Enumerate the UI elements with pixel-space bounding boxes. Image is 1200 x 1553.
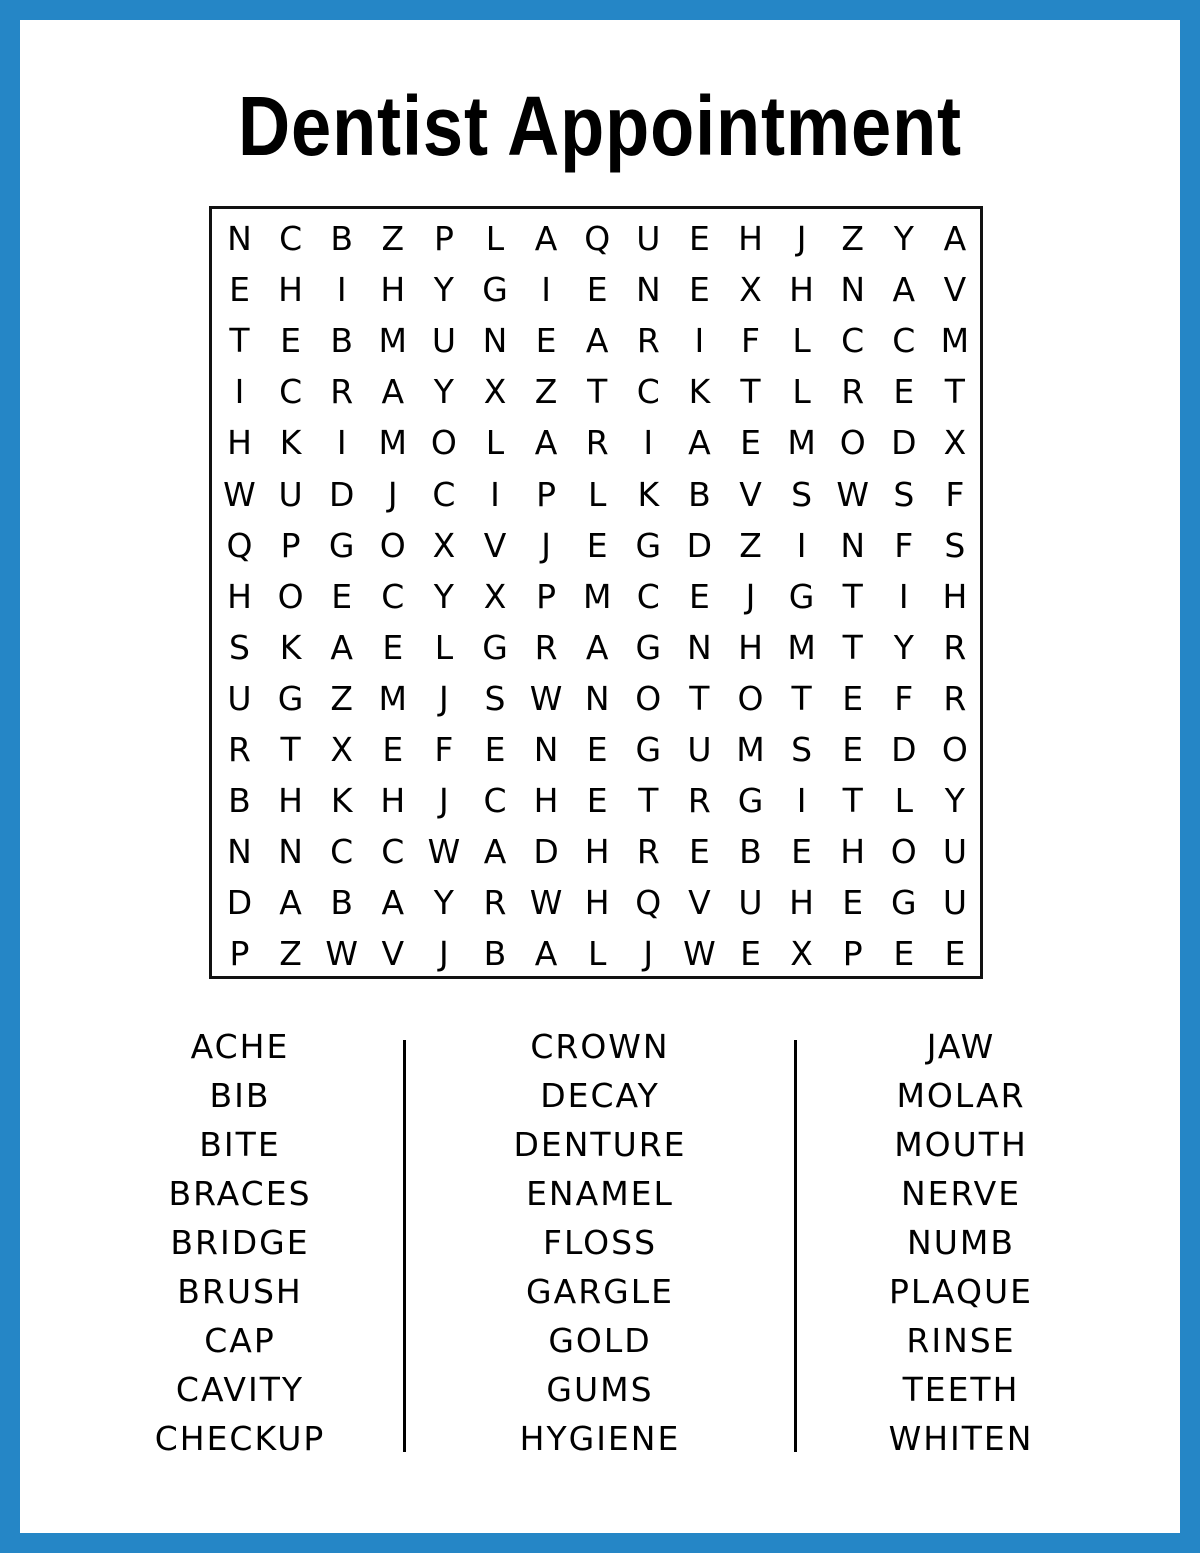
grid-letter[interactable]: U [942,883,967,923]
grid-letter[interactable]: T [944,372,965,412]
word-list-item: RINSE [906,1321,1016,1360]
grid-letter[interactable]: E [688,832,710,872]
grid-letter[interactable]: T [280,730,301,769]
grid-letter[interactable]: I [336,423,347,463]
grid-letter[interactable]: A [585,321,609,361]
grid-letter[interactable]: P [229,934,250,974]
word-list-item: ENAMEL [526,1174,674,1213]
grid-letter[interactable]: V [688,883,711,923]
grid-letter[interactable]: T [229,321,250,361]
grid-letter[interactable]: E [586,730,608,769]
grid-letter[interactable]: B [228,781,251,821]
grid-letter[interactable]: J [439,781,449,821]
page-title: Dentist Appointment [238,79,962,173]
grid-letter[interactable]: E [586,270,608,310]
grid-letter[interactable]: F [945,474,965,514]
grid-letter[interactable]: L [792,321,811,361]
grid-letter[interactable]: E [740,934,761,974]
grid-letter[interactable]: I [796,525,807,565]
grid-letter[interactable]: H [738,219,763,258]
grid-letter[interactable]: M [736,730,765,769]
word-list-item: MOUTH [894,1125,1028,1164]
grid-letter[interactable]: T [842,576,863,616]
grid-letter[interactable]: T [689,678,710,718]
grid-letter[interactable]: X [739,270,762,310]
word-list-item: CROWN [530,1027,670,1066]
grid-letter[interactable]: J [796,219,807,258]
grid-letter[interactable]: O [430,423,457,463]
grid-letter[interactable]: Q [226,525,253,565]
grid-letter[interactable]: G [737,781,764,821]
grid-letter[interactable]: B [739,832,762,872]
grid-letter[interactable]: H [840,832,866,872]
grid-letter[interactable]: Q [584,219,611,258]
grid-letter[interactable]: N [840,525,866,565]
grid-letter[interactable]: M [378,678,408,718]
grid-letter[interactable]: L [792,372,811,412]
grid-letter[interactable]: J [745,576,756,616]
grid-letter[interactable]: M [378,321,408,361]
grid-letter[interactable]: S [791,474,813,514]
grid-letter[interactable]: I [643,423,654,463]
word-list-item: BITE [199,1125,281,1164]
grid-letter[interactable]: N [482,321,508,361]
grid-letter[interactable]: Y [893,219,914,258]
grid-letter[interactable]: W [223,474,256,514]
grid-letter[interactable]: R [687,781,711,821]
grid-letter[interactable]: D [328,474,355,514]
grid-letter[interactable]: H [584,883,610,923]
grid-letter[interactable]: K [279,627,302,667]
column-divider [403,1040,406,1452]
grid-letter[interactable]: E [842,678,864,718]
grid-letter[interactable]: G [328,525,355,565]
grid-letter[interactable]: H [278,781,303,821]
grid-letter[interactable]: N [635,270,661,310]
grid-letter[interactable]: L [485,219,505,258]
grid-letter[interactable]: E [586,525,608,565]
grid-letter[interactable]: E [893,372,915,412]
word-list-item: MOLAR [896,1076,1026,1115]
word-list-item: CAP [204,1321,276,1360]
word-list-item: FLOSS [542,1223,658,1262]
grid-letter[interactable]: P [280,525,301,565]
grid-letter[interactable]: E [484,730,506,769]
word-list-item: CAVITY [175,1370,305,1409]
grid-letter[interactable]: D [226,883,253,923]
grid-letter[interactable]: E [740,423,761,463]
grid-letter[interactable]: H [227,576,252,616]
grid-letter[interactable]: E [535,321,557,361]
grid-letter[interactable]: C [636,576,660,616]
word-list-item: GARGLE [526,1272,674,1311]
grid-letter[interactable]: Z [330,678,353,718]
grid-letter[interactable]: U [942,832,967,872]
grid-letter[interactable]: F [894,525,914,565]
grid-letter[interactable]: N [584,678,610,718]
grid-letter[interactable]: M [378,423,408,463]
grid-letter[interactable]: R [330,372,354,412]
grid-letter[interactable]: M [787,423,816,463]
column-divider [794,1040,797,1452]
grid-letter[interactable]: R [943,678,967,718]
grid-letter[interactable]: Y [893,627,914,667]
grid-letter[interactable]: A [892,270,916,310]
grid-letter[interactable]: A [534,934,558,974]
grid-letter[interactable]: B [330,219,353,258]
grid-letter[interactable]: C [279,219,303,258]
grid-letter[interactable]: Z [381,219,405,258]
grid-letter[interactable]: U [431,321,456,361]
grid-letter[interactable]: N [840,270,866,310]
grid-letter[interactable]: L [485,423,505,463]
grid-letter[interactable]: G [635,627,662,667]
grid-letter[interactable]: A [585,627,609,667]
word-list-item: BRACES [168,1174,312,1213]
grid-letter[interactable]: X [432,525,456,565]
grid-letter[interactable]: R [943,627,967,667]
grid-letter[interactable]: I [234,372,245,412]
word-list-item: GUMS [546,1370,654,1409]
grid-letter[interactable]: V [483,525,507,565]
grid-letter[interactable]: I [336,270,347,310]
grid-letter[interactable]: G [277,678,304,718]
grid-letter[interactable]: E [688,270,710,310]
grid-letter[interactable]: T [842,627,863,667]
grid-letter[interactable]: G [482,627,508,667]
word-list-item: NERVE [900,1174,1022,1213]
grid-letter[interactable]: F [741,321,760,361]
grid-letter[interactable]: E [688,219,710,258]
grid-letter[interactable]: R [841,372,865,412]
grid-letter[interactable]: I [490,474,500,514]
grid-letter[interactable]: B [688,474,711,514]
grid-letter[interactable]: J [439,678,449,718]
grid-letter[interactable]: H [380,270,406,310]
grid-letter[interactable]: R [483,883,507,923]
grid-letter[interactable]: I [796,781,807,821]
grid-letter[interactable]: J [439,934,449,974]
grid-letter[interactable]: A [534,219,558,258]
grid-letter[interactable]: H [533,781,559,821]
grid-letter[interactable]: N [227,219,252,258]
grid-letter[interactable]: X [483,576,507,616]
grid-letter[interactable]: C [381,832,405,872]
word-list-item: WHITEN [888,1419,1034,1458]
word-list-item: NUMB [907,1223,1015,1262]
grid-letter[interactable]: T [740,372,761,412]
grid-letter[interactable]: X [483,372,507,412]
grid-letter[interactable]: O [839,423,866,463]
grid-letter[interactable]: C [330,832,354,872]
grid-letter[interactable]: Y [433,270,454,310]
grid-letter[interactable]: J [387,474,398,514]
grid-letter[interactable]: U [227,678,252,718]
grid-letter[interactable]: E [229,270,250,310]
grid-letter[interactable]: L [587,474,607,514]
grid-letter[interactable]: A [534,423,558,463]
word-list-item: HYGIENE [519,1419,681,1458]
grid-letter[interactable]: W [529,678,563,718]
grid-letter[interactable]: R [228,730,251,769]
grid-letter[interactable]: E [280,321,302,361]
grid-letter[interactable]: G [891,883,917,923]
grid-letter[interactable]: C [432,474,456,514]
grid-letter[interactable]: E [331,576,353,616]
grid-letter[interactable]: H [227,423,252,463]
grid-letter[interactable]: G [635,525,662,565]
grid-letter[interactable]: A [483,832,507,872]
grid-letter[interactable]: A [688,423,711,463]
grid-letter[interactable]: C [483,781,507,821]
grid-letter[interactable]: T [587,372,608,412]
grid-letter[interactable]: L [434,627,454,667]
grid-letter[interactable]: G [788,576,815,616]
grid-letter[interactable]: E [791,832,813,872]
grid-letter[interactable]: X [330,730,353,769]
grid-letter[interactable]: P [536,474,557,514]
grid-letter[interactable]: H [789,883,814,923]
grid-letter[interactable]: N [278,832,303,872]
grid-letter[interactable]: U [687,730,712,769]
grid-letter[interactable]: W [427,832,461,872]
grid-letter[interactable]: F [894,678,914,718]
grid-letter[interactable]: A [381,372,405,412]
grid-letter[interactable]: S [893,474,915,514]
grid-letter[interactable]: K [279,423,302,463]
grid-letter[interactable]: C [381,576,405,616]
grid-letter[interactable]: Y [944,781,965,821]
grid-letter[interactable]: L [894,781,913,821]
grid-letter[interactable]: O [635,678,662,718]
word-list-item: JAW [926,1027,996,1066]
grid-letter[interactable]: C [636,372,660,412]
grid-letter[interactable]: D [533,832,559,872]
grid-letter[interactable]: H [738,627,763,667]
grid-letter[interactable]: X [943,423,967,463]
grid-letter[interactable]: O [941,730,968,769]
grid-letter[interactable]: N [227,832,252,872]
grid-letter[interactable]: E [586,781,608,821]
grid-letter[interactable]: G [635,730,662,769]
grid-letter[interactable]: H [278,270,303,310]
grid-letter[interactable]: Y [433,372,454,412]
grid-letter[interactable]: U [278,474,303,514]
grid-letter[interactable]: N [533,730,559,769]
grid-letter[interactable]: I [694,321,705,361]
grid-letter[interactable]: C [279,372,303,412]
grid-letter[interactable]: K [637,474,660,514]
grid-letter[interactable]: S [484,678,506,718]
grid-letter[interactable]: E [382,730,404,769]
grid-letter[interactable]: A [943,219,967,258]
grid-letter[interactable]: N [687,627,712,667]
grid-letter[interactable]: I [898,576,909,616]
grid-letter[interactable]: T [842,781,863,821]
word-list-item: BRUSH [177,1272,303,1311]
word-list-item: BRIDGE [170,1223,310,1262]
grid-letter[interactable]: O [379,525,406,565]
grid-letter[interactable]: K [688,372,711,412]
grid-letter[interactable]: U [636,219,661,258]
grid-letter[interactable]: J [541,525,551,565]
grid-letter[interactable]: E [944,934,966,974]
grid-letter[interactable]: R [585,423,609,463]
grid-letter[interactable]: S [791,730,813,769]
grid-letter[interactable]: D [891,423,917,463]
grid-letter[interactable]: U [738,883,763,923]
grid-letter[interactable]: H [584,832,610,872]
grid-letter[interactable]: E [382,627,404,667]
word-list-item: ACHE [190,1027,290,1066]
grid-letter[interactable]: P [842,934,863,974]
grid-letter[interactable]: J [643,934,654,974]
grid-letter[interactable]: E [842,730,864,769]
grid-letter[interactable]: Z [279,934,302,974]
grid-letter[interactable]: H [942,576,968,616]
grid-letter[interactable]: V [943,270,967,310]
grid-letter[interactable]: B [483,934,507,974]
grid-letter[interactable]: Y [433,883,454,923]
grid-letter[interactable]: B [330,321,353,361]
grid-letter[interactable]: W [325,934,358,974]
grid-letter[interactable]: T [638,781,659,821]
grid-letter[interactable]: P [433,219,454,258]
grid-letter[interactable]: L [587,934,607,974]
grid-letter[interactable]: H [789,270,814,310]
grid-letter[interactable]: E [842,883,864,923]
grid-letter[interactable]: W [683,934,716,974]
grid-letter[interactable]: T [791,678,812,718]
grid-letter[interactable]: O [277,576,304,616]
word-list-item: DENTURE [513,1125,687,1164]
word-list-item: CHECKUP [154,1419,326,1458]
grid-letter[interactable]: B [330,883,353,923]
grid-letter[interactable]: G [482,270,508,310]
word-list-column-3 [811,1022,1111,1463]
grid-letter[interactable]: Y [433,576,454,616]
grid-letter[interactable]: D [686,525,713,565]
grid-letter[interactable]: W [836,474,869,514]
word-list-item: GOLD [548,1321,652,1360]
grid-letter[interactable]: W [529,883,563,923]
grid-letter[interactable]: Z [739,525,762,565]
word-list-column-2 [450,1022,750,1463]
word-list-column-1 [90,1022,390,1463]
grid-letter[interactable]: D [891,730,917,769]
grid-letter[interactable]: R [636,321,660,361]
grid-letter[interactable]: R [534,627,558,667]
grid-letter[interactable]: O [737,678,764,718]
grid-letter[interactable]: X [790,934,813,974]
word-list-item: DECAY [540,1076,660,1115]
grid-letter[interactable]: A [381,883,405,923]
grid-letter[interactable]: E [893,934,915,974]
grid-letter[interactable]: M [787,627,816,667]
word-search-grid [209,206,983,979]
word-list-item: TEETH [902,1370,1020,1409]
grid-letter[interactable]: R [636,832,660,872]
grid-letter[interactable]: Z [534,372,558,412]
grid-letter[interactable]: I [541,270,551,310]
grid-letter[interactable]: S [229,627,250,667]
grid-letter[interactable]: C [892,321,916,361]
grid-letter[interactable]: A [330,627,353,667]
grid-letter[interactable]: V [381,934,405,974]
grid-letter[interactable]: V [739,474,762,514]
grid-letter[interactable]: Q [635,883,662,923]
grid-letter[interactable]: S [944,525,966,565]
grid-letter[interactable]: K [330,781,353,821]
grid-letter[interactable]: Z [841,219,864,258]
word-list-item: PLAQUE [888,1272,1034,1311]
grid-letter[interactable]: M [582,576,612,616]
grid-letter[interactable]: F [434,730,454,769]
grid-letter[interactable]: O [890,832,917,872]
grid-letter[interactable]: E [688,576,710,616]
grid-letter[interactable]: P [536,576,557,616]
word-list-item: BIB [209,1076,271,1115]
grid-letter[interactable]: M [940,321,970,361]
grid-letter[interactable]: A [279,883,302,923]
grid-letter[interactable]: H [380,781,406,821]
grid-letter[interactable]: C [841,321,865,361]
